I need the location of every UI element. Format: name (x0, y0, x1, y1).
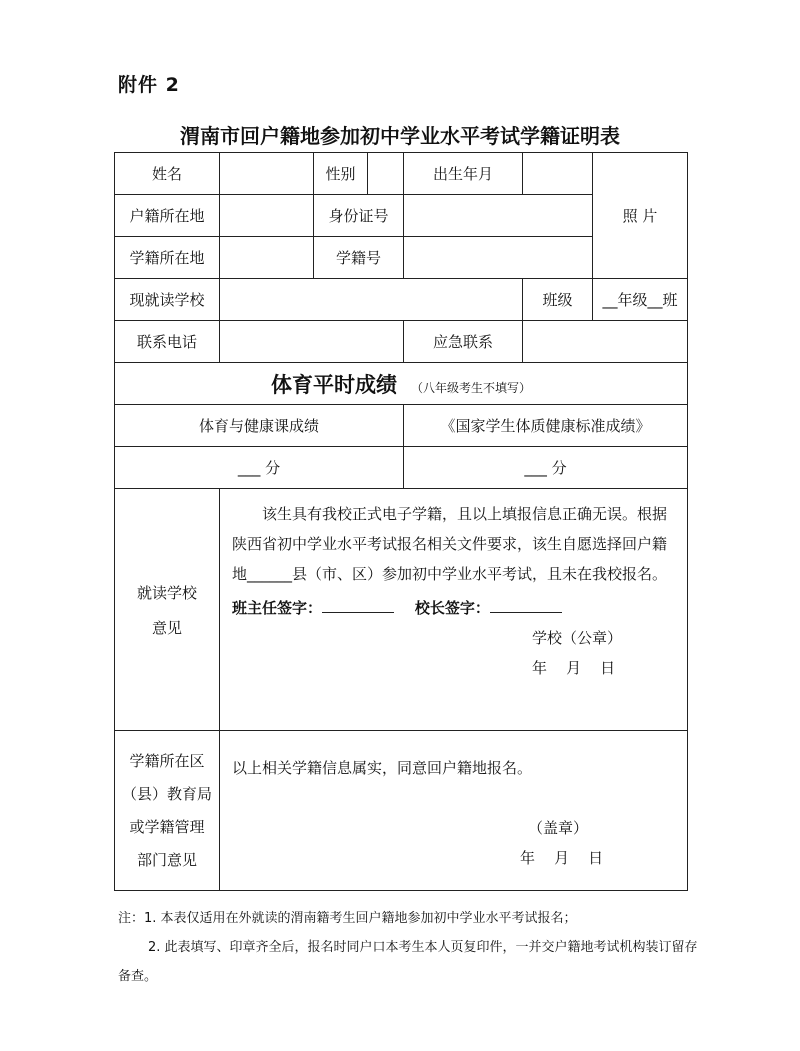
school-opinion-content (220, 489, 688, 731)
note-2: 2. 此表填写、印章齐全后，报名时同户口本考生本人页复印件，一并交户籍地考试机构装订留存备查。 (118, 940, 698, 984)
class-field[interactable]: __年级__班 (593, 279, 688, 321)
bureau-label-line3: 或学籍管理 (129, 817, 205, 836)
school-stamp: 学校（公章） (532, 629, 623, 647)
note-1: 注：1. 本表仅适用在外就读的渭南籍考生回户籍地参加初中学业水平考试报名； (118, 911, 577, 926)
bureau-opinion-content (220, 731, 688, 891)
id-number-field[interactable] (404, 195, 593, 237)
name-field[interactable] (220, 153, 314, 195)
gender-field[interactable] (368, 153, 404, 195)
pe-score-heading: 体育平时成绩 (271, 372, 397, 397)
name-label: 姓名 (115, 153, 220, 195)
school-label: 现就读学校 (115, 279, 220, 321)
enroll-number-field[interactable] (404, 237, 593, 279)
pe-score-note: （八年级考生不填写） (411, 380, 532, 395)
fitness-standard-label: 《国家学生体质健康标准成绩》 (404, 405, 688, 447)
bureau-label-line4: 部门意见 (136, 850, 197, 869)
health-course-score[interactable]: ___ 分 (115, 447, 404, 489)
fitness-standard-score[interactable]: ___ 分 (404, 447, 688, 489)
bureau-date: 年 月 日 (520, 849, 604, 867)
principal-sign-field[interactable] (490, 594, 562, 613)
bureau-stamp: （盖章） (528, 819, 589, 837)
bureau-opinion-text: 以上相关学籍信息属实，同意回户籍地报名。 (232, 759, 533, 777)
school-opinion-label-line1: 就读学校 (136, 583, 197, 602)
head-teacher-sign-label: 班主任签字： (232, 599, 323, 617)
id-number-label: 身份证号 (314, 195, 404, 237)
signature-line (232, 593, 675, 623)
certificate-form-table (114, 152, 688, 891)
hukou-label: 户籍所在地 (115, 195, 220, 237)
bureau-label-line1: 学籍所在区 (129, 751, 205, 770)
principal-sign-label: 校长签字： (414, 599, 490, 617)
school-date: 年 月 日 (532, 659, 616, 677)
enroll-place-label: 学籍所在地 (115, 237, 220, 279)
enroll-number-label: 学籍号 (314, 237, 404, 279)
gender-label: 性别 (314, 153, 368, 195)
emergency-contact-label: 应急联系 (404, 321, 523, 363)
class-label: 班级 (523, 279, 593, 321)
school-opinion-text: 该生具有我校正式电子学籍，且以上填报信息正确无误。根据陕西省初中学业水平考试报名相关文件要求，该生自愿选择回户籍地______县（市、区）参加初中学业水平考试，且未在我校报名。 (232, 505, 668, 583)
emergency-contact-field[interactable] (523, 321, 688, 363)
bureau-label-line2: （县）教育局 (121, 784, 212, 803)
document-title: 渭南市回户籍地参加初中学业水平考试学籍证明表 (180, 124, 620, 148)
school-opinion-label (115, 489, 220, 731)
phone-label: 联系电话 (115, 321, 220, 363)
phone-field[interactable] (220, 321, 404, 363)
health-course-label: 体育与健康课成绩 (115, 405, 404, 447)
school-field[interactable] (220, 279, 523, 321)
enroll-place-field[interactable] (220, 237, 314, 279)
head-teacher-sign-field[interactable] (322, 594, 394, 613)
school-opinion-label-line2: 意见 (151, 618, 182, 637)
pe-score-header (115, 363, 688, 405)
birth-field[interactable] (523, 153, 593, 195)
hukou-field[interactable] (220, 195, 314, 237)
photo-box: 照 片 (593, 153, 688, 279)
notes (118, 904, 698, 991)
attachment-label: 附件 2 (118, 74, 180, 96)
birth-label: 出生年月 (404, 153, 523, 195)
bureau-opinion-label (115, 731, 220, 891)
